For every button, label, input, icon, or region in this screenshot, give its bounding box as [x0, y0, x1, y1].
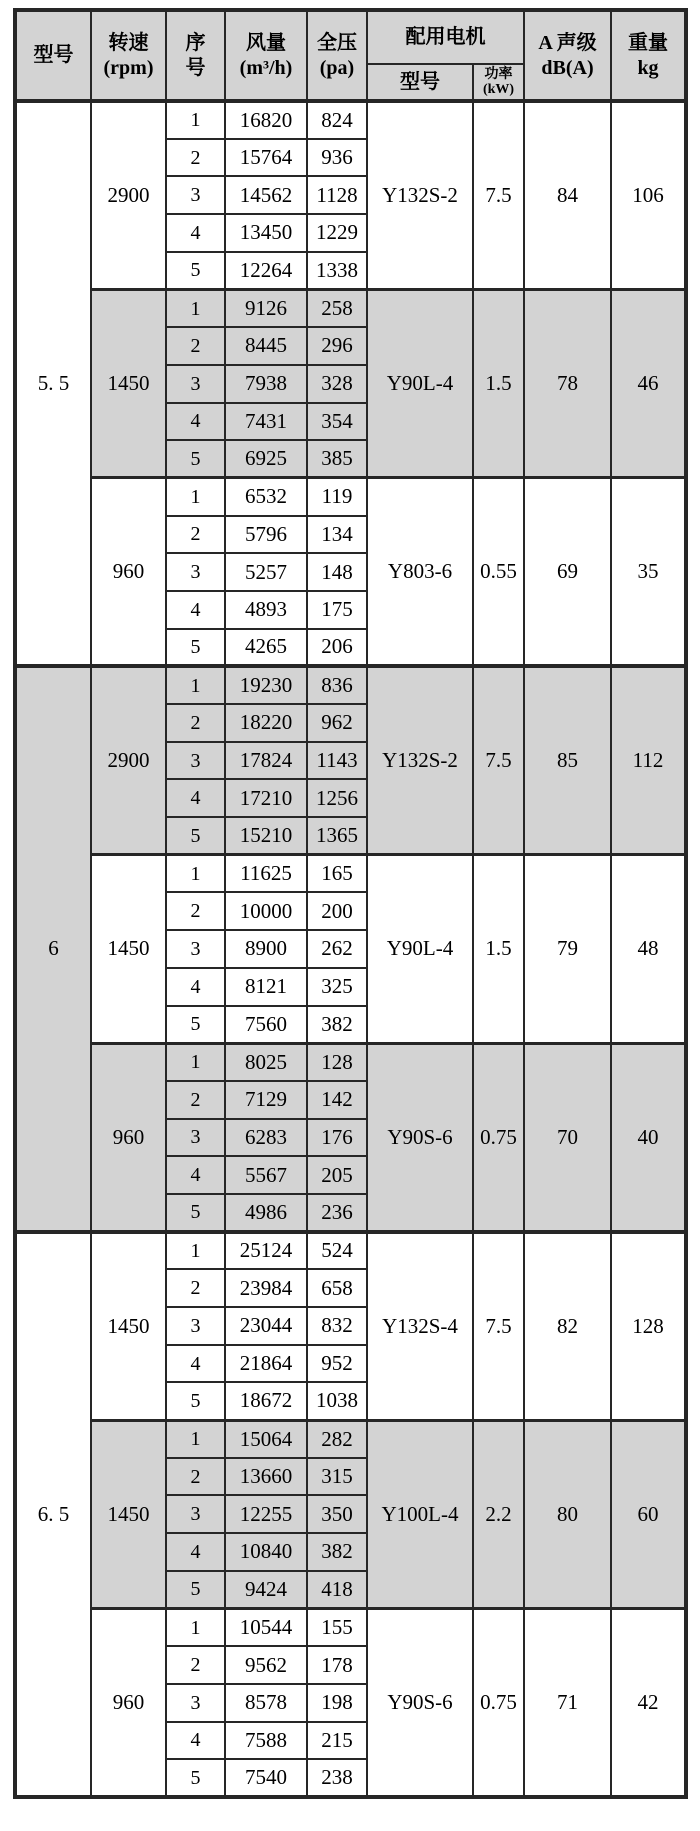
pressure-cell: 282: [307, 1420, 367, 1458]
airflow-cell: 21864: [225, 1345, 307, 1383]
speed-cell: 960: [91, 478, 166, 666]
pressure-cell: 1128: [307, 176, 367, 214]
airflow-cell: 6283: [225, 1119, 307, 1157]
table-row: [15, 1420, 686, 1458]
airflow-cell: 5567: [225, 1156, 307, 1194]
airflow-cell: 8121: [225, 968, 307, 1006]
col-header-model: [15, 10, 91, 101]
airflow-cell: 6925: [225, 440, 307, 478]
noise-level-cell: 82: [524, 1232, 611, 1420]
serial-cell: 2: [166, 327, 225, 365]
serial-cell: 1: [166, 1043, 225, 1081]
serial-cell: 4: [166, 1533, 225, 1571]
pressure-cell: 1338: [307, 252, 367, 290]
noise-level-cell: 79: [524, 855, 611, 1043]
pressure-cell: 205: [307, 1156, 367, 1194]
airflow-cell: 12255: [225, 1495, 307, 1533]
col-header-motor-group: 配用电机: [367, 10, 524, 64]
pressure-cell: 325: [307, 968, 367, 1006]
motor-model-cell: Y803-6: [367, 478, 473, 666]
pressure-cell: 354: [307, 403, 367, 441]
motor-model-cell: Y132S-2: [367, 101, 473, 289]
weight-cell: 106: [611, 101, 686, 289]
col-header-motor-model: 型号: [367, 64, 473, 101]
motor-power-cell: 0.75: [473, 1609, 524, 1797]
airflow-cell: 6532: [225, 478, 307, 516]
serial-cell: 1: [166, 478, 225, 516]
speed-cell: 960: [91, 1043, 166, 1231]
pressure-cell: 1256: [307, 779, 367, 817]
pressure-cell: 962: [307, 704, 367, 742]
pressure-cell: 836: [307, 666, 367, 704]
airflow-cell: 16820: [225, 101, 307, 139]
airflow-cell: 4893: [225, 591, 307, 629]
noise-level-cell: 85: [524, 666, 611, 854]
pressure-cell: 148: [307, 553, 367, 591]
airflow-cell: 9562: [225, 1646, 307, 1684]
airflow-cell: 25124: [225, 1232, 307, 1270]
airflow-cell: 12264: [225, 252, 307, 290]
airflow-cell: 7431: [225, 403, 307, 441]
airflow-cell: 10840: [225, 1533, 307, 1571]
serial-cell: 1: [166, 855, 225, 893]
weight-cell: 128: [611, 1232, 686, 1420]
pressure-cell: 206: [307, 629, 367, 667]
airflow-cell: 7129: [225, 1081, 307, 1119]
pressure-cell: 296: [307, 327, 367, 365]
model-cell: 6. 5: [15, 1232, 91, 1797]
model-cell: 5. 5: [15, 101, 91, 666]
serial-cell: 4: [166, 1156, 225, 1194]
pressure-cell: 350: [307, 1495, 367, 1533]
airflow-cell: 5257: [225, 553, 307, 591]
airflow-cell: 11625: [225, 855, 307, 893]
pressure-cell: 1229: [307, 214, 367, 252]
airflow-cell: 8900: [225, 930, 307, 968]
pressure-cell: 952: [307, 1345, 367, 1383]
pressure-cell: 238: [307, 1759, 367, 1797]
airflow-cell: 15210: [225, 817, 307, 855]
table-row: [15, 666, 686, 704]
motor-power-cell: 2.2: [473, 1420, 524, 1608]
airflow-cell: 7938: [225, 365, 307, 403]
serial-cell: 1: [166, 666, 225, 704]
motor-power-cell: 7.5: [473, 1232, 524, 1420]
weight-cell: 42: [611, 1609, 686, 1797]
airflow-cell: 15764: [225, 139, 307, 177]
table-row: [15, 478, 686, 516]
airflow-cell: 19230: [225, 666, 307, 704]
weight-cell: 35: [611, 478, 686, 666]
speed-cell: 1450: [91, 289, 166, 477]
noise-level-cell: 84: [524, 101, 611, 289]
airflow-cell: 8445: [225, 327, 307, 365]
pressure-cell: 824: [307, 101, 367, 139]
speed-cell: 1450: [91, 1232, 166, 1420]
pressure-cell: 236: [307, 1194, 367, 1232]
speed-cell: 2900: [91, 666, 166, 854]
speed-cell: 2900: [91, 101, 166, 289]
pressure-cell: 1038: [307, 1382, 367, 1420]
table-row: [15, 1609, 686, 1647]
airflow-cell: 9424: [225, 1571, 307, 1609]
pressure-cell: 198: [307, 1684, 367, 1722]
pressure-cell: 178: [307, 1646, 367, 1684]
speed-cell: 1450: [91, 855, 166, 1043]
airflow-cell: 15064: [225, 1420, 307, 1458]
pressure-cell: 418: [307, 1571, 367, 1609]
pressure-cell: 524: [307, 1232, 367, 1270]
airflow-cell: 10000: [225, 892, 307, 930]
pressure-cell: 832: [307, 1307, 367, 1345]
serial-cell: 4: [166, 1345, 225, 1383]
motor-model-cell: Y132S-4: [367, 1232, 473, 1420]
serial-cell: 3: [166, 176, 225, 214]
serial-cell: 2: [166, 139, 225, 177]
serial-cell: 4: [166, 779, 225, 817]
weight-cell: 46: [611, 289, 686, 477]
motor-power-cell: 1.5: [473, 289, 524, 477]
motor-power-cell: 0.75: [473, 1043, 524, 1231]
col-header-serial: 序 号: [166, 10, 225, 101]
airflow-cell: 8578: [225, 1684, 307, 1722]
airflow-cell: 18220: [225, 704, 307, 742]
table-row: [15, 101, 686, 139]
pressure-cell: 165: [307, 855, 367, 893]
noise-level-cell: 80: [524, 1420, 611, 1608]
pressure-cell: 200: [307, 892, 367, 930]
table-row: [15, 855, 686, 893]
serial-cell: 1: [166, 1232, 225, 1270]
pressure-cell: 215: [307, 1722, 367, 1760]
motor-model-cell: Y90L-4: [367, 855, 473, 1043]
serial-cell: 1: [166, 289, 225, 327]
serial-cell: 3: [166, 365, 225, 403]
airflow-cell: 10544: [225, 1609, 307, 1647]
airflow-cell: 17824: [225, 742, 307, 780]
serial-cell: 5: [166, 1759, 225, 1797]
serial-cell: 5: [166, 1194, 225, 1232]
motor-power-cell: 7.5: [473, 101, 524, 289]
pressure-cell: 382: [307, 1006, 367, 1044]
serial-cell: 4: [166, 968, 225, 1006]
serial-cell: 4: [166, 214, 225, 252]
fan-spec-table: [13, 8, 688, 1799]
noise-level-cell: 69: [524, 478, 611, 666]
serial-cell: 1: [166, 1420, 225, 1458]
serial-cell: 5: [166, 629, 225, 667]
weight-cell: 60: [611, 1420, 686, 1608]
motor-model-cell: Y100L-4: [367, 1420, 473, 1608]
pressure-cell: 936: [307, 139, 367, 177]
serial-cell: 3: [166, 930, 225, 968]
pressure-cell: 175: [307, 591, 367, 629]
table-body: [15, 101, 686, 1797]
serial-cell: 2: [166, 1646, 225, 1684]
serial-cell: 2: [166, 892, 225, 930]
airflow-cell: 13660: [225, 1458, 307, 1496]
airflow-cell: 9126: [225, 289, 307, 327]
pressure-cell: 128: [307, 1043, 367, 1081]
serial-cell: 5: [166, 252, 225, 290]
table-header: [15, 10, 686, 101]
airflow-cell: 18672: [225, 1382, 307, 1420]
serial-cell: 5: [166, 1006, 225, 1044]
pressure-cell: 1365: [307, 817, 367, 855]
noise-level-cell: 71: [524, 1609, 611, 1797]
motor-model-cell: Y90S-6: [367, 1609, 473, 1797]
airflow-cell: 5796: [225, 516, 307, 554]
weight-cell: 48: [611, 855, 686, 1043]
pressure-cell: 328: [307, 365, 367, 403]
airflow-cell: 23044: [225, 1307, 307, 1345]
serial-cell: 5: [166, 1571, 225, 1609]
speed-cell: 960: [91, 1609, 166, 1797]
model-cell: 6: [15, 666, 91, 1231]
airflow-cell: 4986: [225, 1194, 307, 1232]
table-row: [15, 1232, 686, 1270]
pressure-cell: 176: [307, 1119, 367, 1157]
airflow-cell: 8025: [225, 1043, 307, 1081]
col-header-pressure: 全压 (pa): [307, 10, 367, 101]
noise-level-cell: 78: [524, 289, 611, 477]
serial-cell: 3: [166, 742, 225, 780]
serial-cell: 4: [166, 1722, 225, 1760]
pressure-cell: 1143: [307, 742, 367, 780]
motor-model-cell: Y90S-6: [367, 1043, 473, 1231]
serial-cell: 2: [166, 1269, 225, 1307]
serial-cell: 1: [166, 1609, 225, 1647]
weight-cell: 40: [611, 1043, 686, 1231]
pressure-cell: 119: [307, 478, 367, 516]
airflow-cell: 17210: [225, 779, 307, 817]
motor-power-cell: 7.5: [473, 666, 524, 854]
serial-cell: 2: [166, 1081, 225, 1119]
serial-cell: 2: [166, 704, 225, 742]
motor-power-cell: 1.5: [473, 855, 524, 1043]
motor-model-cell: Y132S-2: [367, 666, 473, 854]
pressure-cell: 262: [307, 930, 367, 968]
weight-cell: 112: [611, 666, 686, 854]
col-header-speed: 转速 (rpm): [91, 10, 166, 101]
table-row: [15, 1043, 686, 1081]
serial-cell: 3: [166, 1307, 225, 1345]
motor-model-cell: Y90L-4: [367, 289, 473, 477]
motor-power-cell: 0.55: [473, 478, 524, 666]
serial-cell: 4: [166, 591, 225, 629]
serial-cell: 2: [166, 1458, 225, 1496]
airflow-cell: 13450: [225, 214, 307, 252]
pressure-cell: 258: [307, 289, 367, 327]
serial-cell: 5: [166, 440, 225, 478]
serial-cell: 2: [166, 516, 225, 554]
airflow-cell: 4265: [225, 629, 307, 667]
col-header-motor-power: 功率 (kW): [473, 64, 524, 101]
serial-cell: 4: [166, 403, 225, 441]
col-header-weight: 重量 kg: [611, 10, 686, 101]
serial-cell: 3: [166, 1119, 225, 1157]
pressure-cell: 385: [307, 440, 367, 478]
noise-level-cell: 70: [524, 1043, 611, 1231]
airflow-cell: 7588: [225, 1722, 307, 1760]
col-header-model-label: 型号: [33, 44, 74, 66]
serial-cell: 5: [166, 1382, 225, 1420]
pressure-cell: 142: [307, 1081, 367, 1119]
speed-cell: 1450: [91, 1420, 166, 1608]
serial-cell: 5: [166, 817, 225, 855]
serial-cell: 3: [166, 1495, 225, 1533]
pressure-cell: 155: [307, 1609, 367, 1647]
table-row: [15, 289, 686, 327]
airflow-cell: 14562: [225, 176, 307, 214]
pressure-cell: 382: [307, 1533, 367, 1571]
serial-cell: 1: [166, 101, 225, 139]
serial-cell: 3: [166, 1684, 225, 1722]
airflow-cell: 7560: [225, 1006, 307, 1044]
serial-cell: 3: [166, 553, 225, 591]
pressure-cell: 134: [307, 516, 367, 554]
col-header-noise: A 声级 dB(A): [524, 10, 611, 101]
pressure-cell: 658: [307, 1269, 367, 1307]
airflow-cell: 23984: [225, 1269, 307, 1307]
col-header-airflow: 风量 (m³/h): [225, 10, 307, 101]
pressure-cell: 315: [307, 1458, 367, 1496]
airflow-cell: 7540: [225, 1759, 307, 1797]
